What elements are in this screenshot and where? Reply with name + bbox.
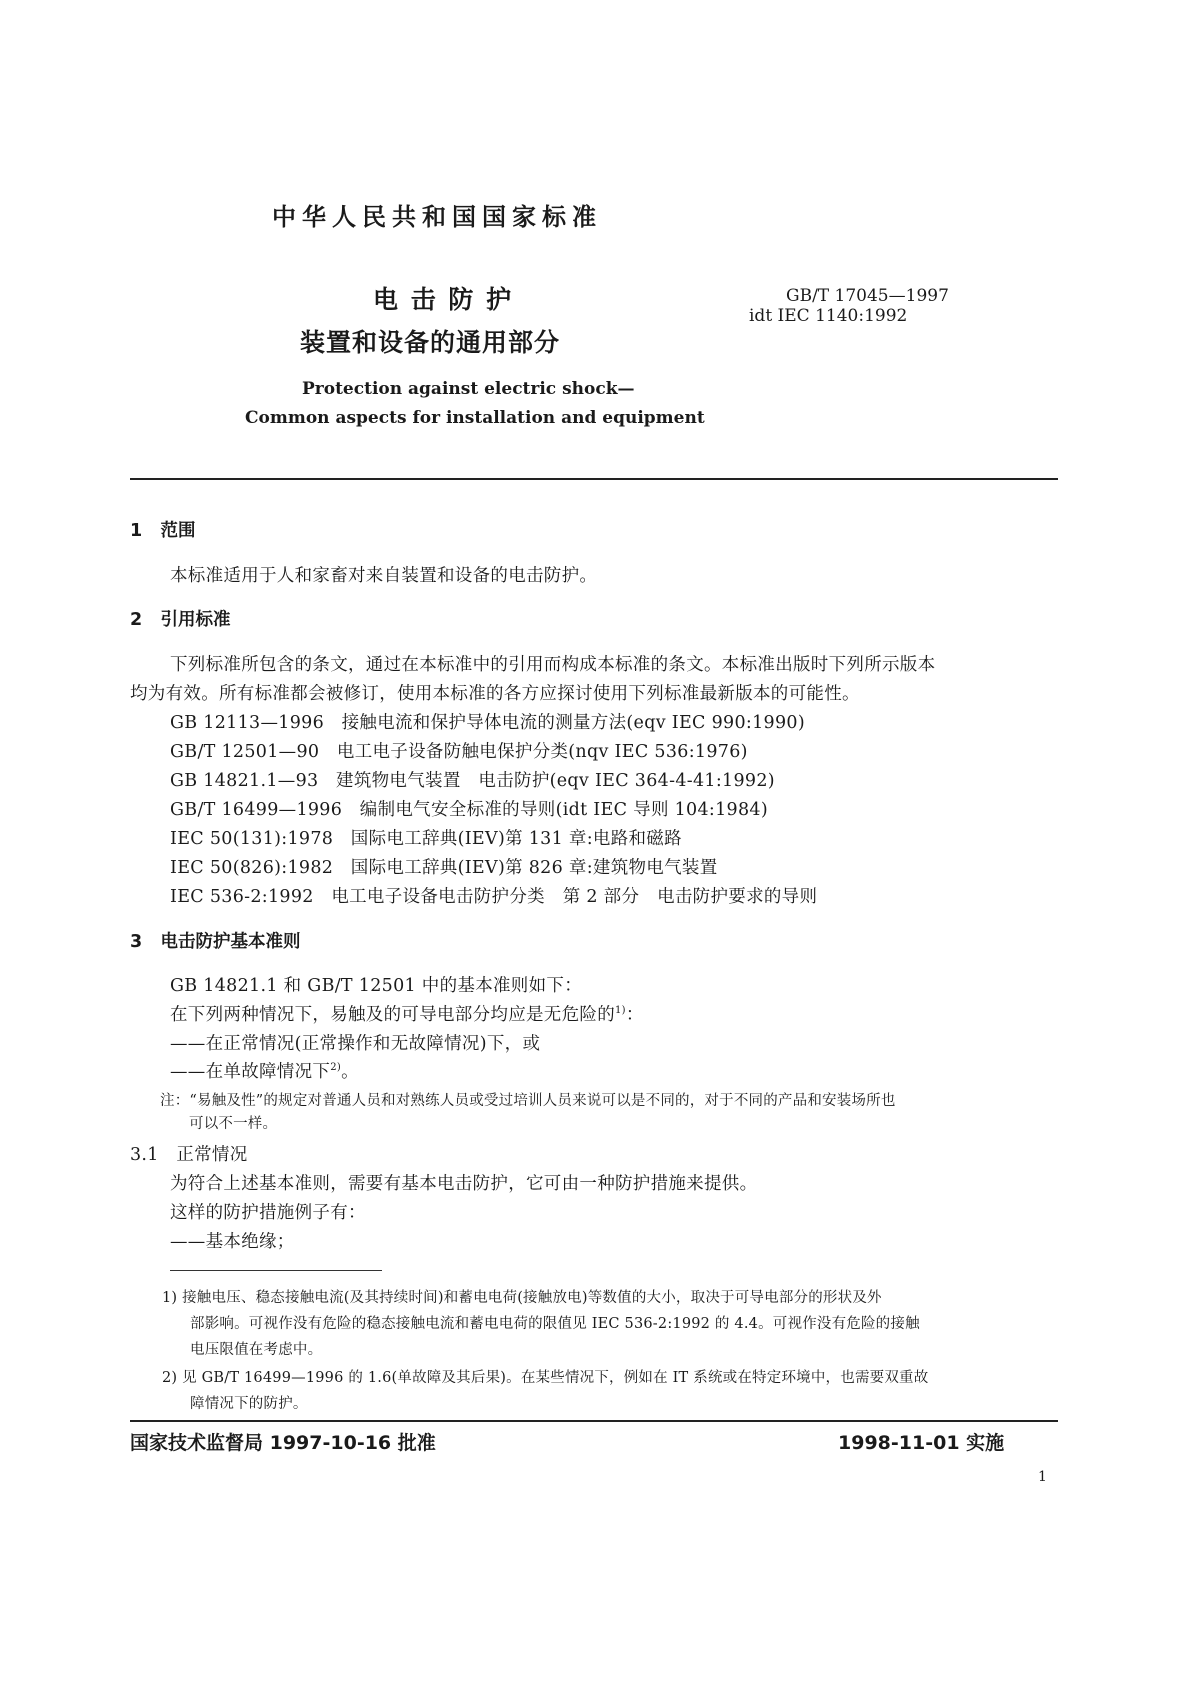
- section-number: 3: [130, 932, 143, 952]
- section-3-line3: ——在正常情况(正常操作和无故障情况)下，或: [170, 1034, 541, 1054]
- footnote-2-line2: 障情况下的防护。: [190, 1396, 308, 1412]
- section-3-1-line3: ——基本绝缘；: [170, 1232, 295, 1252]
- reference-title: 国际电工辞典(IEV)第 826 章:建筑物电气装置: [350, 858, 718, 878]
- reference-item: [170, 854, 718, 879]
- reference-title: 接触电流和保护导体电流的测量方法(eqv IEC 990:1990): [341, 713, 805, 733]
- national-standard-title: 中华人民共和国国家标准: [272, 203, 602, 231]
- section-title: 范围: [160, 521, 196, 541]
- reference-item: [170, 767, 775, 792]
- section-title: 引用标准: [160, 610, 231, 630]
- section-2-intro-line1: 下列标准所包含的条文，通过在本标准中的引用而构成本标准的条文。本标准出版时下列所示版本: [170, 655, 936, 675]
- idt-reference: idt IEC 1140:1992: [749, 306, 908, 326]
- doc-title-line2: 装置和设备的通用部分: [300, 328, 561, 357]
- reference-item: [170, 825, 682, 850]
- approval-date: 国家技术监督局 1997-10-16 批准: [130, 1432, 436, 1454]
- section-1-text: 本标准适用于人和家畜对来自装置和设备的电击防护。: [170, 566, 598, 586]
- reference-code: GB 14821.1—93: [170, 771, 319, 791]
- doc-title-line1: 电 击 防 护: [373, 285, 514, 314]
- footnote-ref-2: 2): [330, 1062, 342, 1074]
- reference-title: 电工电子设备防触电保护分类(nqv IEC 536:1976): [336, 742, 748, 762]
- english-title-line1: Protection against electric shock—: [302, 379, 635, 399]
- reference-code: GB/T 16499—1996: [170, 800, 343, 820]
- section-3-1-heading: [130, 1141, 248, 1166]
- section-3-1-line1: 为符合上述基本准则，需要有基本电击防护，它可由一种防护措施来提供。: [170, 1174, 758, 1194]
- section-3-line4: [170, 1058, 359, 1083]
- footnote-divider: [170, 1270, 382, 1271]
- section-3-line4-end: 。: [341, 1062, 359, 1082]
- reference-item: [170, 738, 748, 763]
- footer-divider: [130, 1420, 1058, 1422]
- reference-code: GB 12113—1996: [170, 713, 325, 733]
- section-3-heading: [130, 928, 300, 953]
- section-3-line2: [170, 1001, 644, 1026]
- section-title: 正常情况: [176, 1145, 248, 1165]
- section-2-intro-line2: 均为有效。所有标准都会被修订，使用本标准的各方应探讨使用下列标准最新版本的可能性。: [130, 684, 860, 704]
- reference-code: GB/T 12501—90: [170, 742, 320, 762]
- footnote-1-line2: 部影响。可视作没有危险的稳态接触电流和蓄电电荷的限值见 IEC 536-2:1992 的 4.4。可视作没有危险的接触: [190, 1316, 920, 1332]
- reference-code: IEC 50(131):1978: [170, 829, 334, 849]
- reference-code: IEC 50(826):1982: [170, 858, 334, 878]
- reference-title: 编制电气安全标准的导则(idt IEC 导则 104:1984): [359, 800, 768, 820]
- reference-title: 建筑物电气装置 电击防护(eqv IEC 364-4-41:1992): [336, 771, 775, 791]
- reference-item: [170, 883, 817, 908]
- section-3-1-line2: 这样的防护措施例子有：: [170, 1203, 366, 1223]
- page-number: 1: [1038, 1469, 1047, 1485]
- section-3-line4-text: ——在单故障情况下: [170, 1062, 331, 1082]
- implementation-date: 1998-11-01 实施: [838, 1432, 1005, 1454]
- section-number: 2: [130, 610, 143, 630]
- reference-title: 国际电工辞典(IEV)第 131 章:电路和磁路: [350, 829, 682, 849]
- reference-item: [170, 796, 768, 821]
- section-3-line1: GB 14821.1 和 GB/T 12501 中的基本准则如下：: [170, 976, 582, 996]
- note-line2: 可以不一样。: [189, 1116, 278, 1132]
- note-line1: 注：“易触及性”的规定对普通人员和对熟练人员或受过培训人员来说可以是不同的，对于不同的产品和安装场所也: [160, 1093, 896, 1109]
- header-divider: [130, 478, 1058, 480]
- section-number: 1: [130, 521, 143, 541]
- reference-item: [170, 709, 805, 734]
- footnote-ref-1: 1): [615, 1005, 626, 1017]
- section-title: 电击防护基本准则: [160, 932, 301, 952]
- reference-title: 电工电子设备电击防护分类 第 2 部分 电击防护要求的导则: [331, 887, 818, 907]
- footnote-2-line1: 2) 见 GB/T 16499—1996 的 1.6(单故障及其后果)。在某些情况下，例如在 IT 系统或在特定环境中，也需要双重故: [162, 1370, 929, 1386]
- section-number: 3.1: [130, 1145, 159, 1165]
- section-3-line2-text: 在下列两种情况下，易触及的可导电部分均应是无危险的: [170, 1005, 615, 1025]
- section-3-line2-end: ：: [625, 1005, 644, 1025]
- section-1-heading: [130, 517, 195, 542]
- section-2-heading: [130, 606, 230, 631]
- footnote-1-line3: 电压限值在考虑中。: [190, 1342, 323, 1358]
- footnote-1-line1: 1) 接触电压、稳态接触电流(及其持续时间)和蓄电电荷(接触放电)等数值的大小，取决于可导电部分的形状及外: [162, 1290, 882, 1306]
- reference-code: IEC 536-2:1992: [170, 887, 314, 907]
- standard-number: GB/T 17045—1997: [786, 286, 949, 306]
- english-title-line2: Common aspects for installation and equipment: [245, 408, 705, 428]
